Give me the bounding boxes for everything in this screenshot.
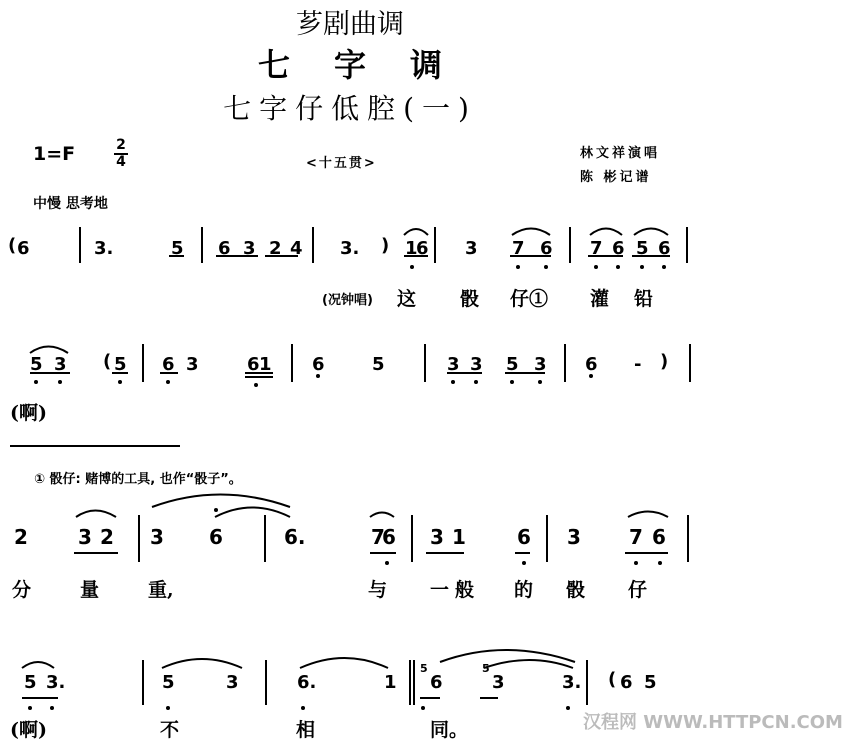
note: 1 (259, 354, 272, 375)
note: 3 (54, 354, 67, 375)
time-top: 2 (116, 137, 126, 153)
scribe-credit: 陈 彬记谱 (580, 170, 652, 185)
key-signature: 1=F (33, 143, 76, 165)
note: 7 (629, 525, 643, 549)
tune-name: <十五贯> (306, 156, 377, 171)
note: 5 (636, 238, 649, 259)
note: 6 (585, 354, 598, 375)
note: 6 (17, 238, 30, 259)
lyric: 同。 (430, 719, 469, 741)
note: 6 (540, 238, 553, 259)
song-subtitle: 七字仔低腔(一) (223, 92, 477, 125)
note: 3. (46, 672, 66, 693)
note: 6 (247, 354, 260, 375)
lyric: 铅 (634, 288, 654, 310)
note: 2 (14, 525, 28, 549)
note: 3 (567, 525, 581, 549)
genre-title: 芗剧曲调 (296, 9, 404, 40)
close-paren: ) (660, 351, 669, 372)
lyric: (啊) (10, 719, 47, 741)
note: 5 (372, 354, 385, 375)
lyric: 骰 (460, 288, 480, 310)
dash: - (634, 354, 642, 375)
note: 7 (371, 525, 385, 549)
note: 6 (658, 238, 671, 259)
note: 3 (243, 238, 256, 259)
note: 2 (269, 238, 282, 259)
note: 6. (284, 525, 306, 549)
lyric: 相 (296, 719, 316, 741)
lyric: 不 (160, 719, 180, 741)
note: 3 (470, 354, 483, 375)
grace-note: 5 (482, 662, 490, 675)
lyric: 一 (430, 579, 450, 601)
note: 3 (226, 672, 239, 693)
note: 1 (452, 525, 466, 549)
note: 3. (94, 238, 114, 259)
note: 3. (340, 238, 360, 259)
note: 3 (492, 672, 505, 693)
note: 5 (114, 354, 127, 375)
note: 1 (405, 238, 418, 259)
footnote: ① 骰仔: 赌博的工具, 也作“骰子”。 (34, 472, 242, 487)
singer-credit: 林文祥演唱 (580, 146, 661, 161)
note: 5 (30, 354, 43, 375)
lyric: 的 (514, 579, 534, 601)
note: 6 (416, 238, 429, 259)
open-paren: ( (8, 235, 17, 256)
note: 6 (517, 525, 531, 549)
note: 6 (162, 354, 175, 375)
note: 3 (186, 354, 199, 375)
note: 6. (297, 672, 317, 693)
open-paren: ( (103, 351, 112, 372)
note: 6 (312, 354, 325, 375)
note: 5 (171, 238, 184, 259)
note: 3 (534, 354, 547, 375)
lyric: 骰 (566, 579, 586, 601)
lyric: 重, (148, 579, 174, 601)
note: 3 (447, 354, 460, 375)
lyric: 般 (455, 579, 475, 601)
note: 3. (562, 672, 582, 693)
note: 3 (78, 525, 92, 549)
note: 5 (644, 672, 657, 693)
time-bottom: 4 (116, 154, 126, 170)
note: 6 (612, 238, 625, 259)
note: 6 (209, 525, 223, 549)
note: 6 (382, 525, 396, 549)
lyric: (啊) (10, 402, 47, 424)
note: 7 (590, 238, 603, 259)
note: 7 (512, 238, 525, 259)
lyric: 量 (80, 579, 100, 601)
note: 4 (290, 238, 303, 259)
note: 6 (430, 672, 443, 693)
note: 2 (100, 525, 114, 549)
note: 5 (506, 354, 519, 375)
tempo-marking: 中慢 思考地 (33, 196, 108, 212)
note: 5 (162, 672, 175, 693)
lyric: 仔① (510, 288, 549, 310)
note: 3 (430, 525, 444, 549)
note: 3 (465, 238, 478, 259)
singer-note: (况钟唱) (322, 293, 373, 308)
lyric: 灌 (590, 288, 610, 310)
note: 3 (150, 525, 164, 549)
song-title: 七字调 (257, 46, 486, 84)
note: 5 (24, 672, 37, 693)
note: 6 (620, 672, 633, 693)
lyric: 仔 (628, 579, 648, 601)
watermark: 汉程网 WWW.HTTPCN.COM (583, 712, 843, 733)
lyric: 这 (397, 288, 417, 310)
grace-note: 5 (420, 662, 428, 675)
note: 6 (652, 525, 666, 549)
close-paren: ) (381, 235, 390, 256)
lyric: 与 (368, 579, 388, 601)
open-paren: ( (608, 669, 617, 690)
lyric: 分 (12, 579, 32, 601)
note: 1 (384, 672, 397, 693)
note: 6 (218, 238, 231, 259)
